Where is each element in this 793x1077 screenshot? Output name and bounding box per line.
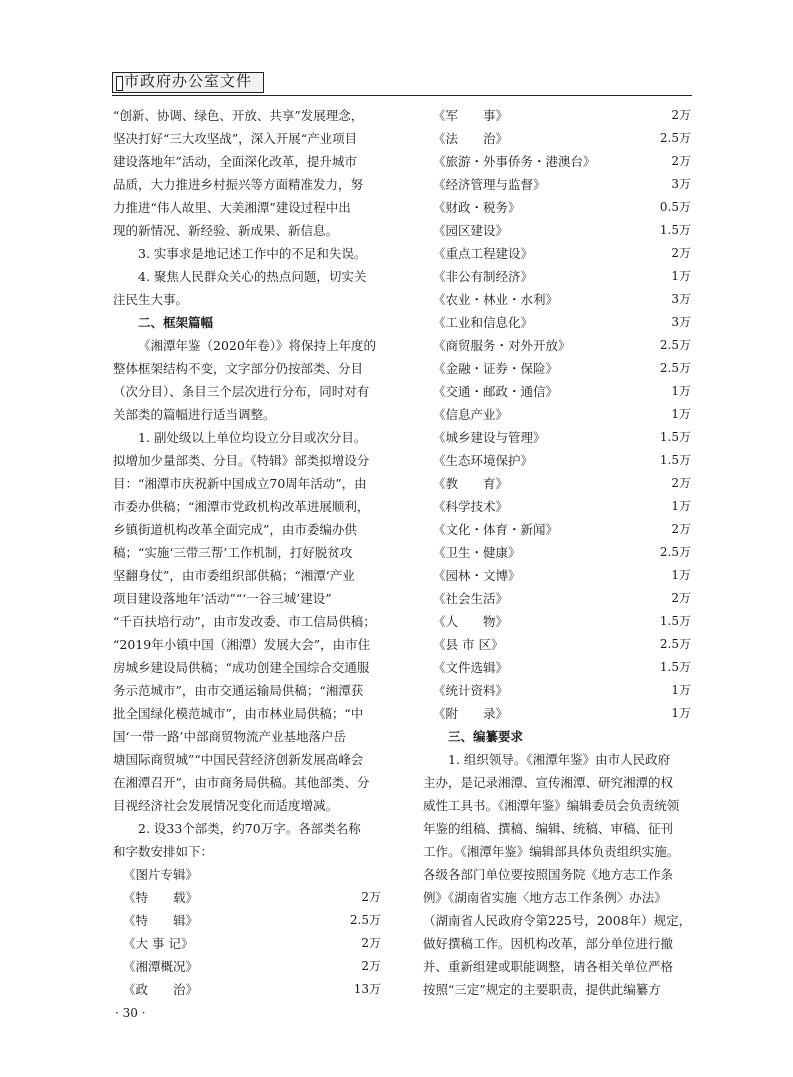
category-item [423,610,693,633]
category-name: 《县 市 区》 [433,637,504,652]
category-name: 《非公有制经济》 [433,269,534,284]
category-name: 《教 育》 [433,476,509,491]
page-number: · 30 · [115,1006,146,1020]
category-amount: 1.5万 [659,430,691,444]
header-rule [112,95,692,96]
category-name: 《重点工程建设》 [433,246,534,261]
category-name: 《商贸服务・对外开放》 [433,338,571,353]
category-item [423,472,693,495]
category-item [423,104,693,127]
category-item [113,886,383,909]
text-line: 稿；“实施‘三带三帮’工作机制，打好脱贫攻 [113,545,353,560]
category-amount: 2万 [671,154,691,168]
category-name: 《统计资料》 [433,683,509,698]
category-name: 《城乡建设与管理》 [433,430,546,445]
category-name: 《工业和信息化》 [433,315,534,330]
text-line: 拟增加少量部类、分目。《特辑》部类拟增设分 [113,453,370,468]
category-amount: 2.5万 [659,545,691,559]
category-amount: 2.5万 [349,913,381,927]
category-amount: 1.5万 [659,614,691,628]
category-amount: 1.5万 [659,453,691,467]
category-item [113,978,383,1001]
category-item [423,702,693,725]
category-item [423,587,693,610]
text-line: 塘国际商贸城”“中国民营经济创新发展高峰会 [113,752,364,767]
text-line: “千百扶培行动”，由市发改委、市工信局供稿； [113,614,376,629]
category-item [423,380,693,403]
category-name: 《科学技术》 [433,499,509,514]
text-line: 和字数安排如下： [113,844,214,859]
text-line: 整体框架结构不变，文字部分仍按部类、分目 [113,361,364,376]
category-amount: 2万 [361,936,381,950]
text-line: 做好撰稿工作。因机构改革，部分单位进行撤 [423,936,674,951]
category-item [423,679,693,702]
text-line: 品质，大力推进乡村振兴等方面精准发力，努 [113,177,364,192]
text-line: 注民生大事。 [113,292,189,307]
category-item [423,403,693,426]
category-name: 《特 载》 [123,890,199,905]
category-item [423,357,693,380]
category-name: 《特 辑》 [123,913,199,928]
category-item [423,334,693,357]
category-name: 《园林・文博》 [433,568,521,583]
category-item [423,288,693,311]
text-line: 4. 聚焦人民群众关心的热点问题，切实关 [138,269,367,284]
text-line: 《湘潭年鉴（2020年卷）》将保持上年度的 [138,338,377,353]
text-line: （次分目）、条目三个层次进行分布，同时对有 [113,384,370,399]
category-name: 《湘潭概况》 [123,959,199,974]
category-item [423,495,693,518]
category-item [423,449,693,472]
section-heading: 二、框架篇幅 [138,315,214,330]
text-line: 在湘潭召开”，由市商务局供稿。其他部类、分 [113,775,370,790]
category-name: 《大 事 记》 [123,936,194,951]
category-item [423,518,693,541]
text-line: 力推进“伟人故里、大美湘潭”建设过程中出 [113,200,351,215]
category-name: 《经济管理与监督》 [433,177,546,192]
category-amount: 2万 [671,476,691,490]
text-line: 建设落地年”活动，全面深化改革，提升城市 [113,154,357,169]
category-item [423,541,693,564]
text-line: 项目建设落地年’活动”“‘一谷三城’建设” [113,591,332,606]
category-item [423,219,693,242]
category-item [423,173,693,196]
text-line: 市委办供稿；“湘潭市党政机构改革进展顺利， [113,499,370,514]
category-amount: 1.5万 [659,223,691,237]
category-amount: 1万 [671,706,691,720]
category-item [113,955,383,978]
category-amount: 2万 [671,591,691,605]
category-name: 《农业・林业・水利》 [433,292,559,307]
text-line: 国‘一带一路’中部商贸物流产业基地落户岳 [113,729,346,744]
category-amount: 1万 [671,568,691,582]
text-line: 坚翻身仗”，由市委组织部供稿；“湘潭‘产业 [113,568,355,583]
category-amount: 2.5万 [659,338,691,352]
text-line: “2019年小镇中国（湘潭）发展大会”，由市住 [113,637,371,652]
category-name: 《人 物》 [433,614,509,629]
text-line: “创新、协调、绿色、开放、共享”发展理念， [113,108,364,123]
category-name: 《军 事》 [433,108,509,123]
right-column [423,104,693,1001]
category-amount: 3万 [671,177,691,191]
category-name: 《旅游・外事侨务・港澳台》 [433,154,596,169]
category-name: 《文化・体育・新闻》 [433,522,559,537]
category-name: 《社会生活》 [433,591,509,606]
text-line: 主办，是记录湘潭、宣传湘潭、研究湘潭的权 [423,775,674,790]
text-line: 坚决打好“三大攻坚战”，深入开展“产业项目 [113,131,358,146]
text-line: 威性工具书。《湘潭年鉴》编辑委员会负责统领 [423,798,680,813]
category-name: 《交通・邮政・通信》 [433,384,559,399]
category-item [423,196,693,219]
category-name: 《卫生・健康》 [433,545,521,560]
category-amount: 2.5万 [659,361,691,375]
category-name: 《附 录》 [433,706,509,721]
text-line: 现的新情况、新经验、新成果、新信息。 [113,223,339,238]
category-amount: 3万 [671,315,691,329]
text-line: 批全国绿化模范城市”，由市林业局供稿；“中 [113,706,364,721]
text-line: 关部类的篇幅进行适当调整。 [113,407,276,422]
category-amount: 1万 [671,407,691,421]
category-name: 《财政・税务》 [433,200,521,215]
text-line: 2. 设33个部类，约70万字。各部类名称 [138,821,361,836]
text-line: 工作。《湘潭年鉴》编辑部具体负责组织实施。 [423,844,680,859]
text-line: 并、重新组建或职能调整，请各相关单位严格 [423,959,674,974]
category-item [113,909,383,932]
header-title: 市政府办公室文件 [124,72,253,90]
category-item [423,426,693,449]
category-name: 《政 治》 [123,982,199,997]
category-amount: 3万 [671,292,691,306]
category-name: 《生态环境保护》 [433,453,534,468]
category-item [423,656,693,679]
category-amount: 2万 [671,108,691,122]
category-item [423,564,693,587]
category-item [423,150,693,173]
category-item [423,311,693,334]
category-item [423,633,693,656]
category-item [423,242,693,265]
text-line: 1. 副处级以上单位均设立分目或次分目。 [138,430,367,445]
category-amount: 2万 [361,959,381,973]
category-amount: 2万 [671,522,691,536]
text-line: 1. 组织领导。《湘潭年鉴》由市人民政府 [448,752,671,767]
text-line: （湖南省人民政府令第225号，2008年）规定， [423,913,692,928]
category-amount: 2.5万 [659,131,691,145]
text-line: 务示范城市”，由市交通运输局供稿；“湘潭获 [113,683,364,698]
category-amount: 1.5万 [659,660,691,674]
category-item [113,932,383,955]
category-amount: 2万 [671,246,691,260]
text-line: 目视经济社会发展情况变化而适度增减。 [113,798,339,813]
category-amount: 2.5万 [659,637,691,651]
category-name: 《文件选辑》 [433,660,509,675]
category-amount: 2万 [361,890,381,904]
category-item [423,127,693,150]
text-line: 各级各部门单位要按照国务院《地方志工作条 [423,867,674,882]
category-amount: 1万 [671,384,691,398]
category-amount: 1万 [671,269,691,283]
category-amount: 1万 [671,499,691,513]
category-item [423,265,693,288]
text-line: 按照“三定”规定的主要职责，提供此编纂方 [423,982,661,997]
text-line: 例》《湖南省实施〈地方志工作条例〉办法》 [423,890,667,905]
text-line: 乡镇街道机构改革全面完成”，由市委编办供 [113,522,357,537]
text-line: 房城乡建设局供稿；“成功创建全国综合交通服 [113,660,370,675]
category-item [113,863,383,886]
category-amount: 1万 [671,683,691,697]
text-line: 3. 实事求是地记述工作中的不足和失误。 [138,246,367,261]
category-name: 《金融・证券・保险》 [433,361,559,376]
text-line: 目：“湘潭市庆祝新中国成立70周年活动”，由 [113,476,367,491]
text-line: 年鉴的组稿、撰稿、编辑、统稿、审稿、征刊 [423,821,674,836]
category-name: 《信息产业》 [433,407,509,422]
category-name: 《法 治》 [433,131,509,146]
left-column [113,104,383,1001]
category-amount: 13万 [353,982,381,996]
section-heading: 三、编纂要求 [448,729,524,744]
category-name: 《园区建设》 [433,223,509,238]
category-name: 《图片专辑》 [123,867,199,882]
category-amount: 0.5万 [659,200,691,214]
